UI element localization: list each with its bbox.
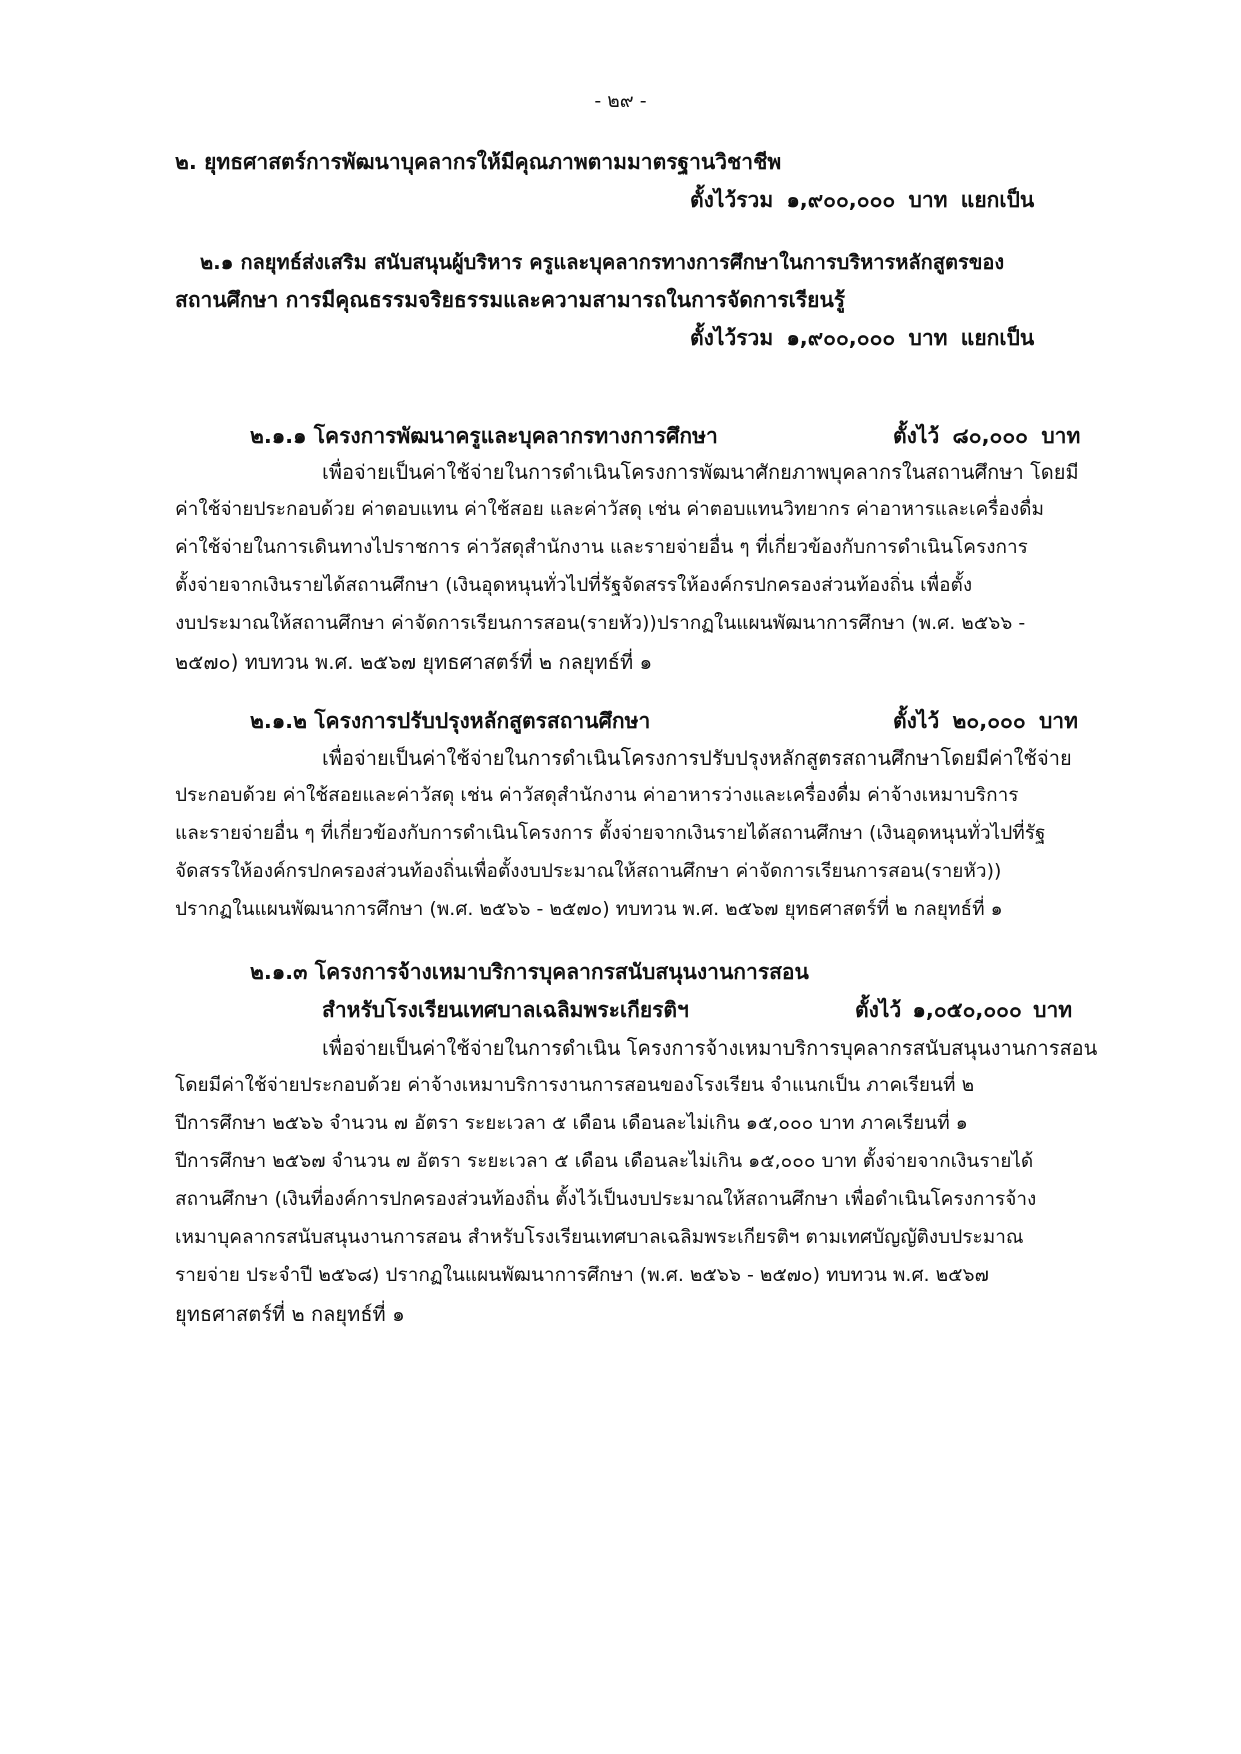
page-number: - ๒๙ - <box>594 90 647 112</box>
project-text-line: งบประมาณให้สถานศึกษา ค่าจัดการเรียนการสอน(รายหัว))ปรากฏในแผนพัฒนาการศึกษา (พ.ศ. ๒๕๖๖ - <box>175 612 1026 634</box>
project-title: ๒.๑.๒ โครงการปรับปรุงหลักสูตรสถานศึกษา <box>250 709 651 733</box>
project-title: ๒.๑.๓ โครงการจ้างเหมาบริการบุคลากรสนับสนุนงานการสอน <box>250 960 809 984</box>
project-title: ๒.๑.๑ โครงการพัฒนาครูและบุคลากรทางการศึกษา <box>250 424 718 448</box>
project-title-line2: สำหรับโรงเรียนเทศบาลเฉลิมพระเกียรติฯ <box>322 998 689 1022</box>
project-text-line: ปีการศึกษา ๒๕๖๖ จำนวน ๗ อัตรา ระยะเวลา ๕ เดือน เดือนละไม่เกิน ๑๕,๐๐๐ บาท ภาคเรียนที่ ๑ <box>175 1112 968 1134</box>
tactic-title-line2: สถานศึกษา การมีคุณธรรมจริยธรรมและความสามารถในการจัดการเรียนรู้ <box>175 288 846 312</box>
project-amount: ตั้งไว้ ๘๐,๐๐๐ บาท <box>893 424 1081 448</box>
project-text-line: เหมาบุคลากรสนับสนุนงานการสอน สำหรับโรงเรียนเทศบาลเฉลิมพระเกียรติฯ ตามเทศบัญญัติงบประมาณ <box>175 1226 1024 1248</box>
tactic-total: ตั้งไว้รวม ๑,๙๐๐,๐๐๐ บาท แยกเป็น <box>690 326 1035 350</box>
strategy-total: ตั้งไว้รวม ๑,๙๐๐,๐๐๐ บาท แยกเป็น <box>690 188 1035 212</box>
project-amount: ตั้งไว้ ๑,๐๕๐,๐๐๐ บาท <box>855 998 1073 1022</box>
project-text-line: ยุทธศาสตร์ที่ ๒ กลยุทธ์ที่ ๑ <box>175 1302 405 1326</box>
project-text-line: ประกอบด้วย ค่าใช้สอยและค่าวัสดุ เช่น ค่าวัสดุสำนักงาน ค่าอาหารว่างและเครื่องดื่ม ค่าจ้างเหมาบริการ <box>175 784 1019 806</box>
tactic-title-line1: ๒.๑ กลยุทธ์ส่งเสริม สนับสนุนผู้บริหาร ครูและบุคลากรทางการศึกษาในการบริหารหลักสูตรของ <box>200 250 1005 274</box>
project-text-line: เพื่อจ่ายเป็นค่าใช้จ่ายในการดำเนินโครงการปรับปรุงหลักสูตรสถานศึกษาโดยมีค่าใช้จ่าย <box>322 746 1072 770</box>
project-text-line: โดยมีค่าใช้จ่ายประกอบด้วย ค่าจ้างเหมาบริการงานการสอนของโรงเรียน จำแนกเป็น ภาคเรียนที่ ๒ <box>175 1074 975 1096</box>
project-amount: ตั้งไว้ ๒๐,๐๐๐ บาท <box>893 709 1078 733</box>
project-text-line: ปีการศึกษา ๒๕๖๗ จำนวน ๗ อัตรา ระยะเวลา ๕ เดือน เดือนละไม่เกิน ๑๕,๐๐๐ บาท ตั้งจ่ายจากเงินรายได้ <box>175 1150 1034 1172</box>
project-text-line: และรายจ่ายอื่น ๆ ที่เกี่ยวข้องกับการดำเนินโครงการ ตั้งจ่ายจากเงินรายได้สถานศึกษา (เงินอุดหนุนทั่วไปที่รัฐ <box>175 822 1046 844</box>
project-text-line: ค่าใช้จ่ายประกอบด้วย ค่าตอบแทน ค่าใช้สอย และค่าวัสดุ เช่น ค่าตอบแทนวิทยากร ค่าอาหารและเครื่องดื่ม <box>175 498 1044 520</box>
project-text-line: ๒๕๗๐) ทบทวน พ.ศ. ๒๕๖๗ ยุทธศาสตร์ที่ ๒ กลยุทธ์ที่ ๑ <box>175 650 653 674</box>
project-text-line: จัดสรรให้องค์กรปกครองส่วนท้องถิ่นเพื่อตั้งงบประมาณให้สถานศึกษา ค่าจัดการเรียนการสอน(รายหัว)) <box>175 860 1002 882</box>
project-text-line: สถานศึกษา (เงินที่องค์การปกครองส่วนท้องถิ่น ตั้งไว้เป็นงบประมาณให้สถานศึกษา เพื่อดำเนินโครงการจ้าง <box>175 1188 1037 1210</box>
project-text-line: ตั้งจ่ายจากเงินรายได้สถานศึกษา (เงินอุดหนุนทั่วไปที่รัฐจัดสรรให้องค์กรปกครองส่วนท้องถิ่น เพื่อตั้ง <box>175 574 973 596</box>
project-text-line: เพื่อจ่ายเป็นค่าใช้จ่ายในการดำเนิน โครงการจ้างเหมาบริการบุคลากรสนับสนุนงานการสอน <box>322 1036 1098 1060</box>
project-text-line: เพื่อจ่ายเป็นค่าใช้จ่ายในการดำเนินโครงการพัฒนาศักยภาพบุคลากรในสถานศึกษา โดยมี <box>322 460 1079 484</box>
strategy-title: ๒. ยุทธศาสตร์การพัฒนาบุคลากรให้มีคุณภาพตามมาตรฐานวิชาชีพ <box>175 150 782 174</box>
project-text-line: รายจ่าย ประจำปี ๒๕๖๘) ปรากฏในแผนพัฒนาการศึกษา (พ.ศ. ๒๕๖๖ - ๒๕๗๐) ทบทวน พ.ศ. ๒๕๖๗ <box>175 1264 989 1286</box>
project-text-line: ค่าใช้จ่ายในการเดินทางไปราชการ ค่าวัสดุสำนักงาน และรายจ่ายอื่น ๆ ที่เกี่ยวข้องกับการดำเนินโครงการ <box>175 536 1028 558</box>
project-text-line: ปรากฏในแผนพัฒนาการศึกษา (พ.ศ. ๒๕๖๖ - ๒๕๗๐) ทบทวน พ.ศ. ๒๕๖๗ ยุทธศาสตร์ที่ ๒ กลยุทธ์ที่ ๑ <box>175 898 1003 920</box>
